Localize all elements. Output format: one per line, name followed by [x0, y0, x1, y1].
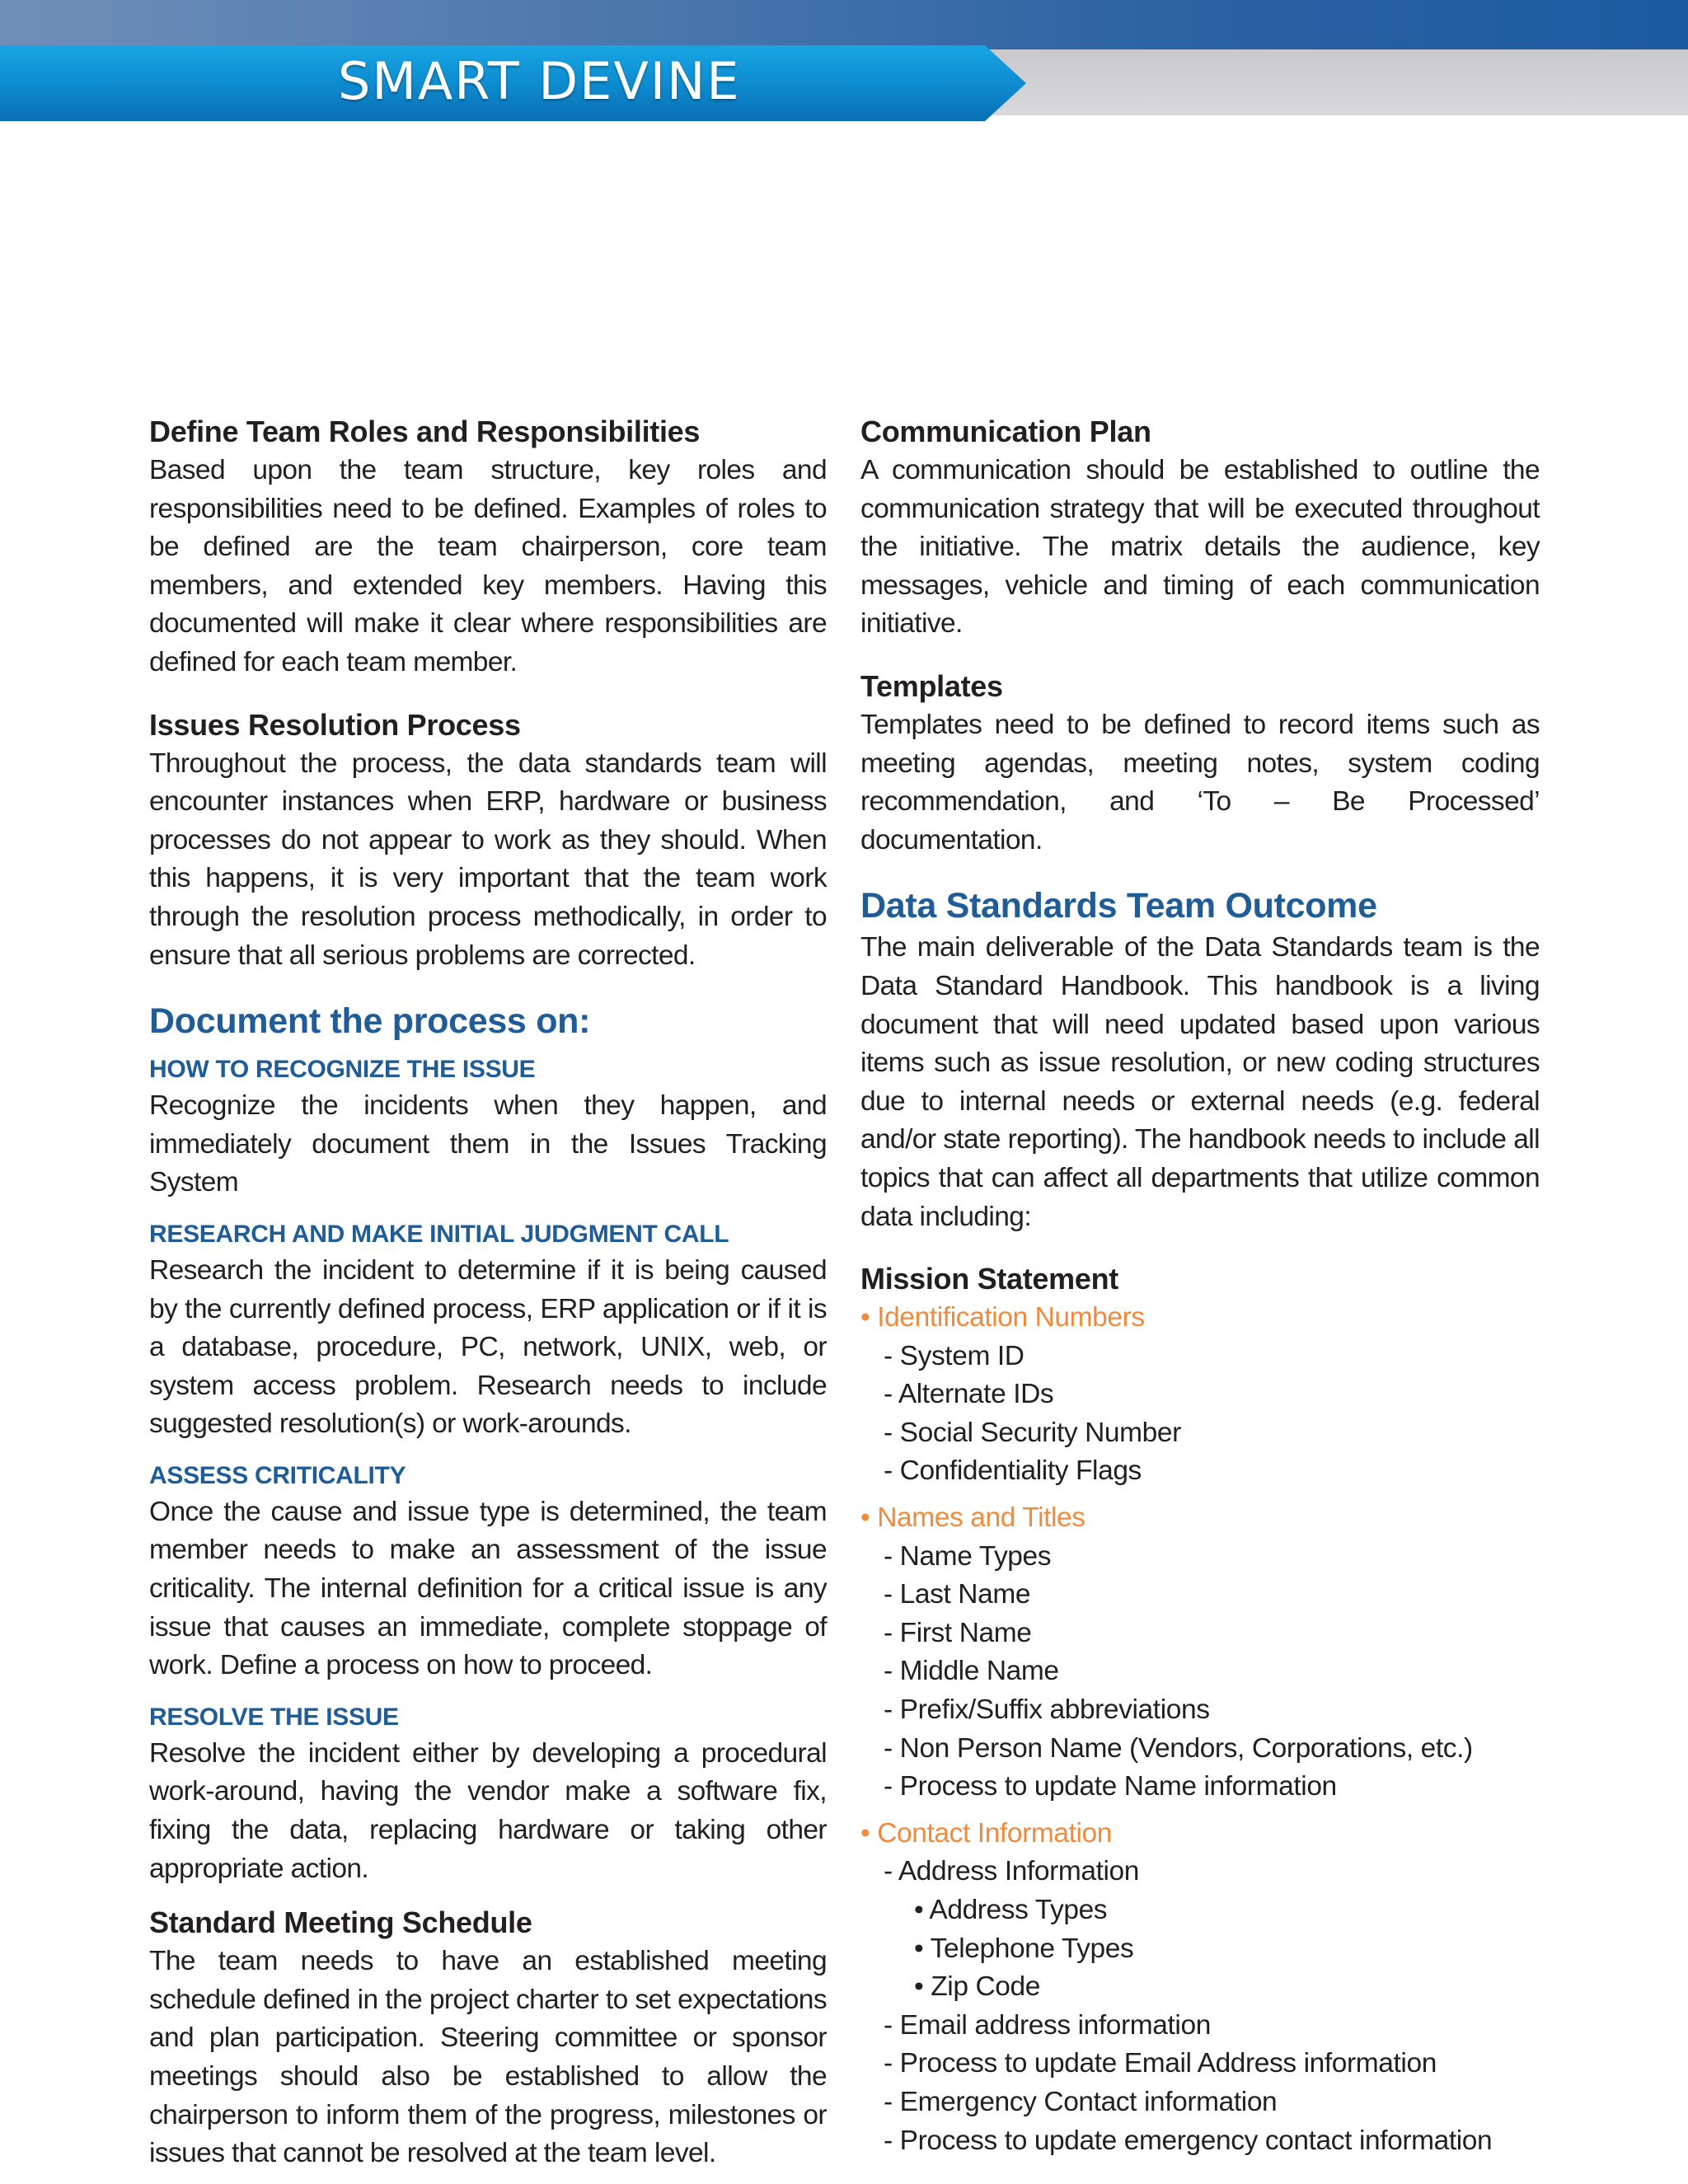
step-body: Resolve the incident either by developing a procedural work-around, having the vendor make a software fix, fixing the data, replacing hardware or taking other appropriate action. — [149, 1737, 827, 1884]
list-item: - Middle Name — [884, 1656, 1059, 1687]
outcome-heading: Data Standards Team Outcome — [860, 886, 1377, 926]
issues-heading: Issues Resolution Process — [149, 707, 521, 742]
document-heading: Document the process on: — [149, 1001, 591, 1042]
roles-body: Based upon the team structure, key roles and responsibilities need to be defined. Examples of roles to be defined are the team chairperson, core team members, and extended key members. Having this documented will make it clear where responsibilities are defined for each team member. — [149, 455, 827, 677]
group-list — [860, 1338, 1540, 1491]
banner-top-stripe — [0, 0, 1688, 49]
mission-section — [860, 1259, 1540, 2160]
left-column — [149, 412, 827, 2173]
step-title: RESOLVE THE ISSUE — [149, 1703, 399, 1731]
brand-title: SMART DEVINE — [338, 51, 741, 111]
step-body: Recognize the incidents when they happen, and immediately document them in the Issues Tracking System — [149, 1090, 827, 1198]
list-item: - First Name — [884, 1617, 1032, 1648]
document-section — [149, 998, 827, 1888]
issues-body: Throughout the process, the data standards team will encounter instances when ERP, hardware or business processes do not appear to work as they should. When this happens, it is very important that the team work through the resolution process methodically, in order to ensure that all serious problems are corrected. — [149, 748, 827, 971]
meeting-section — [149, 1903, 827, 2173]
group-label: • Names and Titles — [860, 1502, 1085, 1534]
list-item: - Social Security Number — [884, 1417, 1181, 1448]
mission-heading: Mission Statement — [860, 1262, 1118, 1296]
right-column — [860, 412, 1540, 2160]
templates-section — [860, 667, 1540, 860]
group-list — [860, 1853, 1540, 2160]
list-item: - Prefix/Suffix abbreviations — [884, 1694, 1210, 1726]
list-item: - Name Types — [884, 1540, 1052, 1572]
step-title: RESEARCH AND MAKE INITIAL JUDGMENT CALL — [149, 1220, 729, 1248]
step-title: ASSESS CRITICALITY — [149, 1461, 406, 1489]
meeting-heading: Standard Meeting Schedule — [149, 1905, 532, 1940]
list-item: - Emergency Contact information — [884, 2086, 1278, 2117]
issues-section — [149, 705, 827, 976]
list-item: - Process to update emergency contact information — [884, 2125, 1493, 2156]
meeting-body: The team needs to have an established meeting schedule defined in the project charter to set expectations and plan participation. Steering committee or sponsor meetings should also be established to allow the chairperson to inform them of the progress, milestones or issues that cannot be resolved at the team level. — [149, 1946, 827, 2169]
list-subitem: • Zip Code — [914, 1971, 1040, 2003]
step-body: Once the cause and issue type is determined, the team member needs to make an assessment of the issue criticality. The internal definition for a critical issue is any issue that causes an immediate, complete stoppage of work. Define a process on how to proceed. — [149, 1496, 827, 1681]
group-label: • Identification Numbers — [860, 1302, 1145, 1333]
templates-heading: Templates — [860, 668, 1003, 703]
list-subitem: • Address Types — [914, 1895, 1108, 1925]
banner-grey-band — [973, 49, 1688, 115]
templates-body: Templates need to be defined to record items such as meeting agendas, meeting notes, system coding recommendation, and ‘To – Be Processed’ documentation. — [860, 709, 1540, 855]
list-item: - Alternate IDs — [884, 1379, 1054, 1410]
list-item: - Last Name — [884, 1579, 1031, 1610]
list-item: - Address Information — [884, 1856, 1139, 1887]
group-list — [860, 1538, 1540, 1807]
list-item: - Non Person Name (Vendors, Corporations, etc.) — [884, 1732, 1473, 1764]
communication-body: A communication should be established to outline the communication strategy that will be executed throughout the initiative. The matrix details the audience, key messages, vehicle and timing of each communication initiative. — [860, 455, 1540, 640]
header-banner — [0, 0, 1688, 124]
group-label: • Contact Information — [860, 1817, 1112, 1849]
outcome-section — [860, 883, 1540, 1236]
step-body: Research the incident to determine if it is being caused by the currently defined process, ERP application or if it is a database, procedure, PC, network, UNIX, web, or system access problem. Research needs to include suggested resolution(s) or work-arounds. — [149, 1254, 827, 1440]
list-subitem: • Telephone Types — [914, 1933, 1134, 1964]
step-title: HOW TO RECOGNIZE THE ISSUE — [149, 1056, 536, 1084]
list-item: - Confidentiality Flags — [884, 1455, 1142, 1487]
communication-heading: Communication Plan — [860, 415, 1151, 448]
list-item: - System ID — [884, 1340, 1025, 1371]
roles-section — [149, 412, 827, 682]
list-item: - Process to update Email Address information — [884, 2048, 1437, 2079]
communication-section — [860, 412, 1540, 644]
list-item: - Email address information — [884, 2009, 1211, 2041]
list-item: - Process to update Name information — [884, 1771, 1337, 1802]
outcome-body: The main deliverable of the Data Standards team is the Data Standard Handbook. This handbook is a living document that will need updated based upon various items such as issue resolution, or new coding structures due to internal needs or external needs (e.g. federal and/or state reporting). The handbook needs to include all topics that can affect all departments that utilize common data including: — [860, 932, 1540, 1232]
roles-heading: Define Team Roles and Responsibilities — [149, 415, 701, 448]
